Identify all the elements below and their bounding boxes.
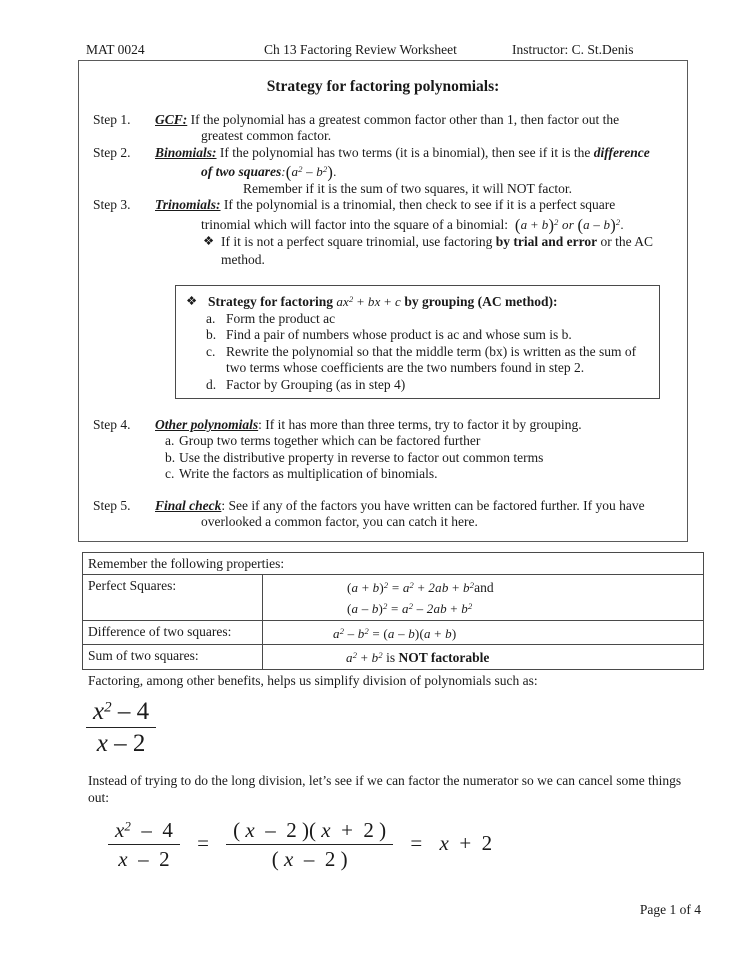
properties-caption: Remember the following properties: — [83, 553, 704, 575]
step-3-bullet-row-2 — [93, 252, 687, 268]
ac-step-c — [176, 344, 659, 377]
document-header — [78, 40, 690, 60]
step-5 — [93, 498, 687, 514]
fraction-1-numerator: $x^2 - 4$ — [86, 698, 156, 728]
equation-mid-numerator: ( x – 2 )( x + 2 ) — [226, 818, 393, 845]
step-5-continuation: overlooked a common factor, you can catch it here. — [201, 514, 478, 530]
equation-mid-fraction — [226, 818, 393, 872]
perfect-squares-eq-2: $(a - b)^2 = a^2 - 2ab + b^2$ — [347, 600, 473, 616]
step-2-note: Remember if it is the sum of two squares, it will NOT factor. — [243, 180, 572, 196]
equation-rhs: x + 2 — [439, 830, 493, 855]
step-2-text: If the polynomial has two terms (it is a binomial), then see if it is the — [219, 144, 594, 160]
step-2 — [93, 145, 687, 161]
step-4-item-b — [93, 450, 687, 466]
step-3-bullet-text-b: or the AC — [597, 234, 654, 250]
step-2-math: $:(a^2 - b^2)$. — [281, 162, 337, 182]
sum-squares-label: Sum of two squares: — [83, 645, 263, 670]
step-2-line-2 — [93, 161, 687, 181]
ac-method-box — [175, 285, 660, 399]
ac-step-a — [176, 311, 659, 327]
step-3-bullet-text-c: method. — [221, 251, 265, 267]
step-5-keyword: Final check — [155, 498, 222, 513]
step-5-continuation-row — [93, 514, 687, 530]
step-1-continuation-row — [93, 128, 687, 144]
step-3-continuation: trinomial which will factor into the square of a binomial: — [201, 216, 509, 232]
table-row — [83, 575, 704, 621]
page-footer: Page 1 of 4 — [639, 902, 701, 917]
step-5-text: : See if any of the factors you have written can be factored further. If you have — [221, 498, 645, 513]
ac-step-a-label: a. — [206, 311, 216, 326]
step-4-item-b-label: b. — [165, 449, 176, 465]
perfect-squares-equations — [263, 575, 704, 621]
step-1-continuation: greatest common factor. — [201, 128, 332, 144]
step-2-note-row — [93, 181, 687, 197]
perfect-squares-conjunction: and — [474, 579, 494, 595]
step-2-label: Step 2. — [93, 144, 131, 160]
ac-step-c-label: c. — [206, 343, 216, 359]
step-1-text: If the polynomial has a greatest common factor other than 1, then factor out the — [190, 112, 620, 127]
perfect-squares-label: Perfect Squares: — [83, 575, 263, 621]
step-5-label: Step 5. — [93, 498, 131, 513]
ac-method-title-b: by grouping (AC method): — [401, 294, 558, 309]
ac-step-d-label: d. — [206, 376, 217, 392]
paragraph-1: Factoring, among other benefits, helps us simplify division of polynomials such as: — [88, 673, 538, 688]
ac-method-steps — [176, 311, 659, 393]
step-4-item-c-text: Write the factors as multiplication of binomials. — [179, 466, 438, 482]
equation-equals-1: = — [197, 830, 209, 855]
sum-squares-bold: NOT factorable — [398, 650, 490, 666]
ac-step-a-text: Form the product ac — [226, 311, 336, 326]
step-4-item-b-text: Use the distributive property in reverse to factor out common terms — [179, 449, 544, 465]
step-4-item-c-label: c. — [165, 466, 175, 482]
step-1 — [93, 112, 687, 128]
difference-squares-label: Difference of two squares: — [83, 620, 263, 645]
step-4-label: Step 4. — [93, 417, 131, 432]
step-3-keyword: Trinomials: — [155, 197, 221, 213]
diamond-bullet-icon: ❖ — [186, 294, 198, 308]
step-4-keyword: Other polynomials — [155, 417, 259, 432]
ac-step-b — [176, 327, 659, 343]
step-4-block — [79, 417, 687, 483]
step-3-bullet-row — [93, 234, 687, 250]
step-1-keyword: GCF: — [155, 112, 188, 127]
strategy-box — [78, 60, 688, 542]
step-3-bullet-emphasis: by trial and error — [495, 234, 598, 250]
step-3-text: If the polynomial is a trinomial, then check to see if it is a perfect square — [223, 197, 616, 213]
ac-method-title-math: $ax^2$ + bx + c — [336, 294, 402, 309]
sum-squares-equation: $a^2 + b^2$ is NOT factorable — [263, 645, 704, 670]
display-equation — [108, 818, 492, 872]
step-4 — [93, 417, 687, 433]
step-3-math: $(a + b)^2$ or (a – b)$^2$. — [514, 215, 624, 235]
ac-step-b-label: b. — [206, 327, 217, 343]
perfect-squares-eq-1: $(a + b)^2 = a^2 + 2ab + b^2$ — [347, 579, 475, 595]
equation-mid-denominator: ( x – 2 ) — [271, 847, 348, 871]
step-4-item-a-text: Group two terms together which can be factored further — [179, 433, 481, 449]
ac-method-title — [182, 294, 659, 310]
diamond-bullet-icon: ❖ — [203, 234, 215, 249]
step-4-text: : If it has more than three terms, try to factor it by grouping. — [258, 417, 582, 432]
table-row — [83, 553, 704, 575]
equation-lhs-denominator: x – 2 — [118, 847, 170, 871]
ac-step-d — [176, 377, 659, 393]
fraction-1-denominator: x – 2 — [96, 730, 146, 757]
properties-table — [82, 552, 704, 670]
header-title: Ch 13 Factoring Review Worksheet — [264, 42, 457, 57]
step-2-keyword: Binomials: — [155, 144, 217, 160]
step-3-line-2 — [93, 214, 687, 234]
steps-list — [79, 112, 687, 268]
table-row — [83, 645, 704, 670]
step-3-bullet-text-a: If it is not a perfect square trinomial, use factoring — [221, 234, 496, 250]
equation-lhs-fraction — [108, 818, 180, 872]
difference-squares-equation: $a^2 - b^2 = (a - b)(a + b)$ — [263, 620, 704, 645]
ac-step-b-text: Find a pair of numbers whose product is ac and whose sum is b. — [226, 327, 572, 343]
step-2-emphasis-2: of two squares — [201, 164, 282, 180]
step-4-item-c — [93, 466, 687, 482]
ac-method-title-a: Strategy for factoring — [208, 294, 337, 309]
step-1-label: Step 1. — [93, 112, 131, 127]
ac-step-c-text: Rewrite the polynomial so that the middle term (bx) is written as the sum of two terms whose coefficients are the two numbers found in step 2. — [226, 343, 637, 376]
step-4-items — [93, 433, 687, 482]
step-4-item-a-label: a. — [165, 433, 175, 449]
strategy-box-title: Strategy for factoring polynomials: — [266, 78, 500, 95]
paragraph-2: Instead of trying to do the long division, let’s see if we can factor the numerator so we can cancel some things out: — [88, 773, 682, 805]
step-3-label: Step 3. — [93, 197, 131, 213]
step-2-emphasis-1: difference — [593, 144, 650, 160]
equation-lhs-numerator: $x^2 - 4$ — [108, 818, 180, 845]
step-4-item-a — [93, 433, 687, 449]
header-instructor: Instructor: C. St.Denis — [512, 42, 634, 57]
header-course: MAT 0024 — [86, 42, 145, 57]
ac-step-d-text: Factor by Grouping (as in step 4) — [226, 376, 406, 392]
display-fraction-1 — [86, 698, 156, 758]
step-3 — [93, 197, 687, 213]
table-row — [83, 620, 704, 645]
equation-equals-2: = — [410, 830, 423, 855]
sum-squares-tail: is — [382, 650, 399, 666]
step-5-block — [79, 498, 687, 531]
